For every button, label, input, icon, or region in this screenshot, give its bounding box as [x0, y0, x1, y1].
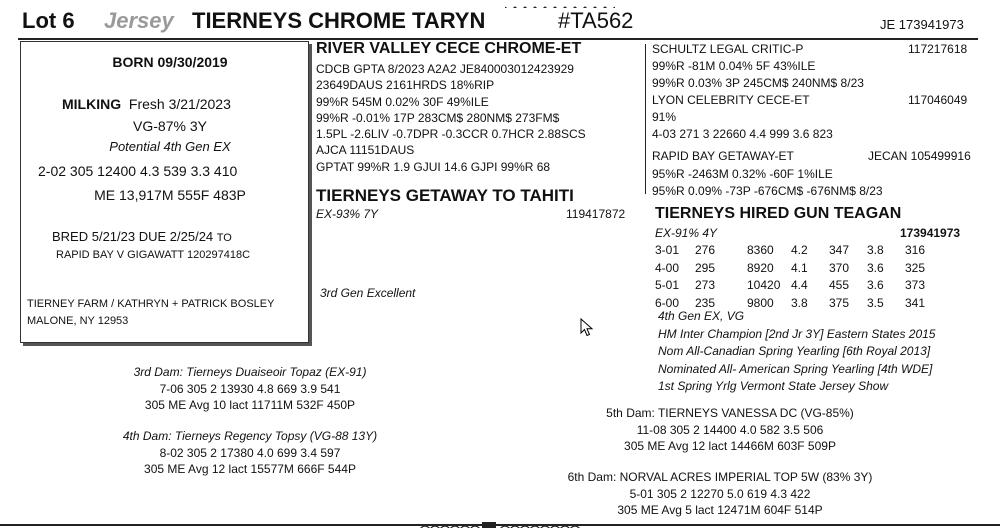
- mouse-cursor-icon: [580, 318, 596, 338]
- dam-records-table: [655, 242, 935, 312]
- registration-number: JE 173941973: [880, 17, 964, 32]
- dam-sire-stats: [652, 166, 883, 200]
- table-row: [655, 277, 935, 295]
- dam-sire-stat-line: 95%R -2463M 0.32% -60F 1%ILE: [652, 167, 833, 181]
- potential-generation: Potential 4th Gen EX: [109, 139, 231, 154]
- fifth-dam-average: 305 ME Avg 12 lact 14466M 603F 509P: [624, 439, 836, 453]
- fresh-date: Fresh 3/21/2023: [128, 96, 231, 112]
- sire-stat-line: 23649DAUS 2161HRDS 18%RIP: [316, 78, 495, 93]
- record-fat-pct: 4.4: [791, 278, 808, 292]
- mature-equivalent: ME 13,917M 555F 483P: [94, 187, 246, 203]
- record-milk: 10420: [747, 278, 781, 292]
- sire-dam-id: 117046049: [908, 93, 968, 107]
- owner-location: MALONE, NY 12953: [27, 315, 129, 327]
- footer-rule: [0, 524, 1000, 526]
- record-days: 276: [695, 243, 716, 257]
- record-protein: 325: [905, 260, 926, 275]
- record-days: 295: [695, 260, 716, 275]
- breed-label: Jersey: [104, 8, 174, 33]
- sire-stat-line: AJCA 11151DAUS: [316, 143, 415, 158]
- maternal-grandsire-name: TIERNEYS GETAWAY TO TAHITI: [316, 186, 574, 205]
- sixth-dam-average: 305 ME Avg 5 lact 12471M 604F 514P: [617, 503, 823, 517]
- dam-note: 1st Spring Yrlg Vermont State Jersey Show: [658, 379, 889, 393]
- animal-tag: #TA562: [558, 8, 634, 33]
- maternal-grandsire-id: 119417872: [566, 207, 626, 221]
- sire-name: RIVER VALLEY CECE CHROME-ET: [316, 40, 582, 57]
- table-row: [655, 242, 935, 260]
- dam-sire-name: RAPID BAY GETAWAY-ET: [652, 149, 794, 163]
- record-protein-pct: 3.6: [867, 278, 884, 292]
- pedigree-bracket: [645, 44, 646, 194]
- record-fat: 455: [829, 278, 850, 292]
- sixth-dam-block: [560, 469, 880, 519]
- sire-sire-name: SCHULTZ LEGAL CRITIC-P: [652, 42, 804, 56]
- milking-label: MILKING: [62, 96, 122, 112]
- record-days: 273: [695, 278, 716, 292]
- sire-sire-stat-line: 99%R 0.03% 3P 245CM$ 240NM$ 8/23: [652, 76, 864, 90]
- owner: TIERNEY FARM / KATHRYN + PATRICK BOSLEY: [27, 298, 275, 310]
- production-record: 2-02 305 12400 4.3 539 3.3 410: [38, 163, 238, 179]
- third-dam-title: 3rd Dam: Tierneys Duaiseoir Topaz (EX-91): [133, 365, 367, 379]
- sire-stat-line: 99%R -0.01% 17P 283CM$ 280NM$ 273FM$: [316, 110, 560, 125]
- record-fat-pct: 3.8: [791, 295, 808, 310]
- record-fat-pct: 4.2: [791, 243, 808, 257]
- dam-note: Nominated All- American Spring Yearling [4th WDE]: [658, 361, 933, 376]
- dam-name: TIERNEYS HIRED GUN TEAGAN: [655, 205, 902, 222]
- fourth-dam-block: [100, 428, 400, 478]
- sire-sire-stats: [652, 58, 864, 92]
- record-age: 3-01: [655, 243, 680, 257]
- record-fat: 347: [829, 243, 850, 257]
- sixth-dam-title: 6th Dam: NORVAL ACRES IMPERIAL TOP 5W (83% 3Y): [567, 470, 873, 484]
- fourth-dam-average: 305 ME Avg 12 lact 15577M 666F 544P: [144, 462, 356, 476]
- record-protein: 341: [905, 295, 926, 310]
- record-protein: 316: [905, 243, 926, 257]
- sire-stat-line: 1.5PL -2.6LIV -0.7DPR -0.3CCR 0.7HCR 2.88SCS: [316, 127, 586, 142]
- bred-due-dates: BRED 5/21/23 DUE 2/25/24: [52, 229, 214, 244]
- record-fat-pct: 4.1: [791, 260, 808, 275]
- record-milk: 8360: [747, 243, 774, 257]
- dam-id: 173941973: [900, 226, 961, 240]
- sire-stat-line: GPTAT 99%R 1.9 GJUI 14.6 GJPI 99%R 68: [316, 159, 551, 174]
- third-dam-average: 305 ME Avg 10 lact 11711M 532F 450P: [144, 398, 356, 412]
- table-row: [655, 260, 935, 278]
- sire-dam-stat-line: 4-03 271 3 22660 4.4 999 3.6 823: [652, 127, 833, 141]
- fifth-dam-title: 5th Dam: TIERNEYS VANESSA DC (VG-85%): [606, 406, 854, 420]
- dam-note: HM Inter Champion [2nd Jr 3Y] Eastern States 2015: [658, 326, 936, 341]
- animal-name: TIERNEYS CHROME TARYN: [192, 8, 486, 33]
- record-age: 5-01: [655, 278, 680, 292]
- sire-dam-stats: [652, 109, 833, 143]
- breeding-info: [52, 229, 232, 244]
- sire-sire-id: 117217618: [908, 42, 968, 56]
- sire-dam-name: LYON CELEBRITY CECE-ET: [652, 93, 810, 107]
- sire-dam-stat-line: 91%: [652, 110, 677, 124]
- top-ornament: [505, 0, 615, 8]
- third-dam-block: [100, 364, 400, 414]
- sire-stat-line: CDCB GPTA 8/2023 A2A2 JE840003012423929: [316, 62, 574, 76]
- record-fat: 370: [829, 260, 850, 275]
- dam-note: 4th Gen EX, VG: [658, 309, 745, 323]
- lot-number: Lot 6: [22, 8, 75, 33]
- fifth-dam-block: [580, 405, 880, 455]
- bottom-ornament: [420, 518, 580, 528]
- birth-date: BORN 09/30/2019: [112, 54, 228, 70]
- classification: VG-87% 3Y: [133, 118, 207, 134]
- sire-sire-stat-line: 99%R -81M 0.04% 5F 43%ILE: [652, 59, 816, 73]
- record-age: 6-00: [655, 295, 680, 310]
- fourth-dam-title: 4th Dam: Tierneys Regency Topsy (VG-88 13Y): [122, 429, 378, 443]
- dam-note: Nom All-Canadian Spring Yearling [6th Royal 2013]: [658, 344, 931, 358]
- record-days: 235: [695, 295, 716, 310]
- record-protein-pct: 3.6: [867, 260, 884, 275]
- record-milk: 9800: [747, 295, 774, 310]
- third-dam-record: 7-06 305 2 13930 4.8 669 3.9 541: [159, 381, 341, 396]
- fifth-dam-record: 11-08 305 2 14400 4.0 582 3.5 506: [636, 422, 824, 437]
- dam-notes: [658, 308, 935, 396]
- service-sire: RAPID BAY V GIGAWATT 120297418C: [56, 249, 251, 261]
- record-protein: 373: [905, 278, 926, 292]
- generation-note: 3rd Gen Excellent: [320, 286, 416, 300]
- bred-to-label: TO: [216, 232, 232, 244]
- dam-sire-stat-line: 95%R 0.09% -73P -676CM$ -676NM$ 8/23: [652, 184, 883, 198]
- sire-stats: [316, 61, 586, 175]
- record-protein-pct: 3.5: [867, 295, 884, 310]
- milking-status: [62, 96, 231, 112]
- record-milk: 8920: [747, 260, 774, 275]
- record-fat: 375: [829, 295, 850, 310]
- record-protein-pct: 3.8: [867, 243, 884, 257]
- fourth-dam-record: 8-02 305 2 17380 4.0 699 3.4 597: [159, 445, 341, 460]
- record-age: 4-00: [655, 260, 680, 275]
- dam-class: EX-91% 4Y: [655, 226, 718, 240]
- maternal-grandsire-class: EX-93% 7Y: [316, 207, 379, 221]
- sixth-dam-record: 5-01 305 2 12270 5.0 619 4.3 422: [629, 486, 811, 501]
- dam-sire-id: JECAN 105499916: [868, 149, 971, 163]
- sire-stat-line: 99%R 545M 0.02% 30F 49%ILE: [316, 94, 489, 109]
